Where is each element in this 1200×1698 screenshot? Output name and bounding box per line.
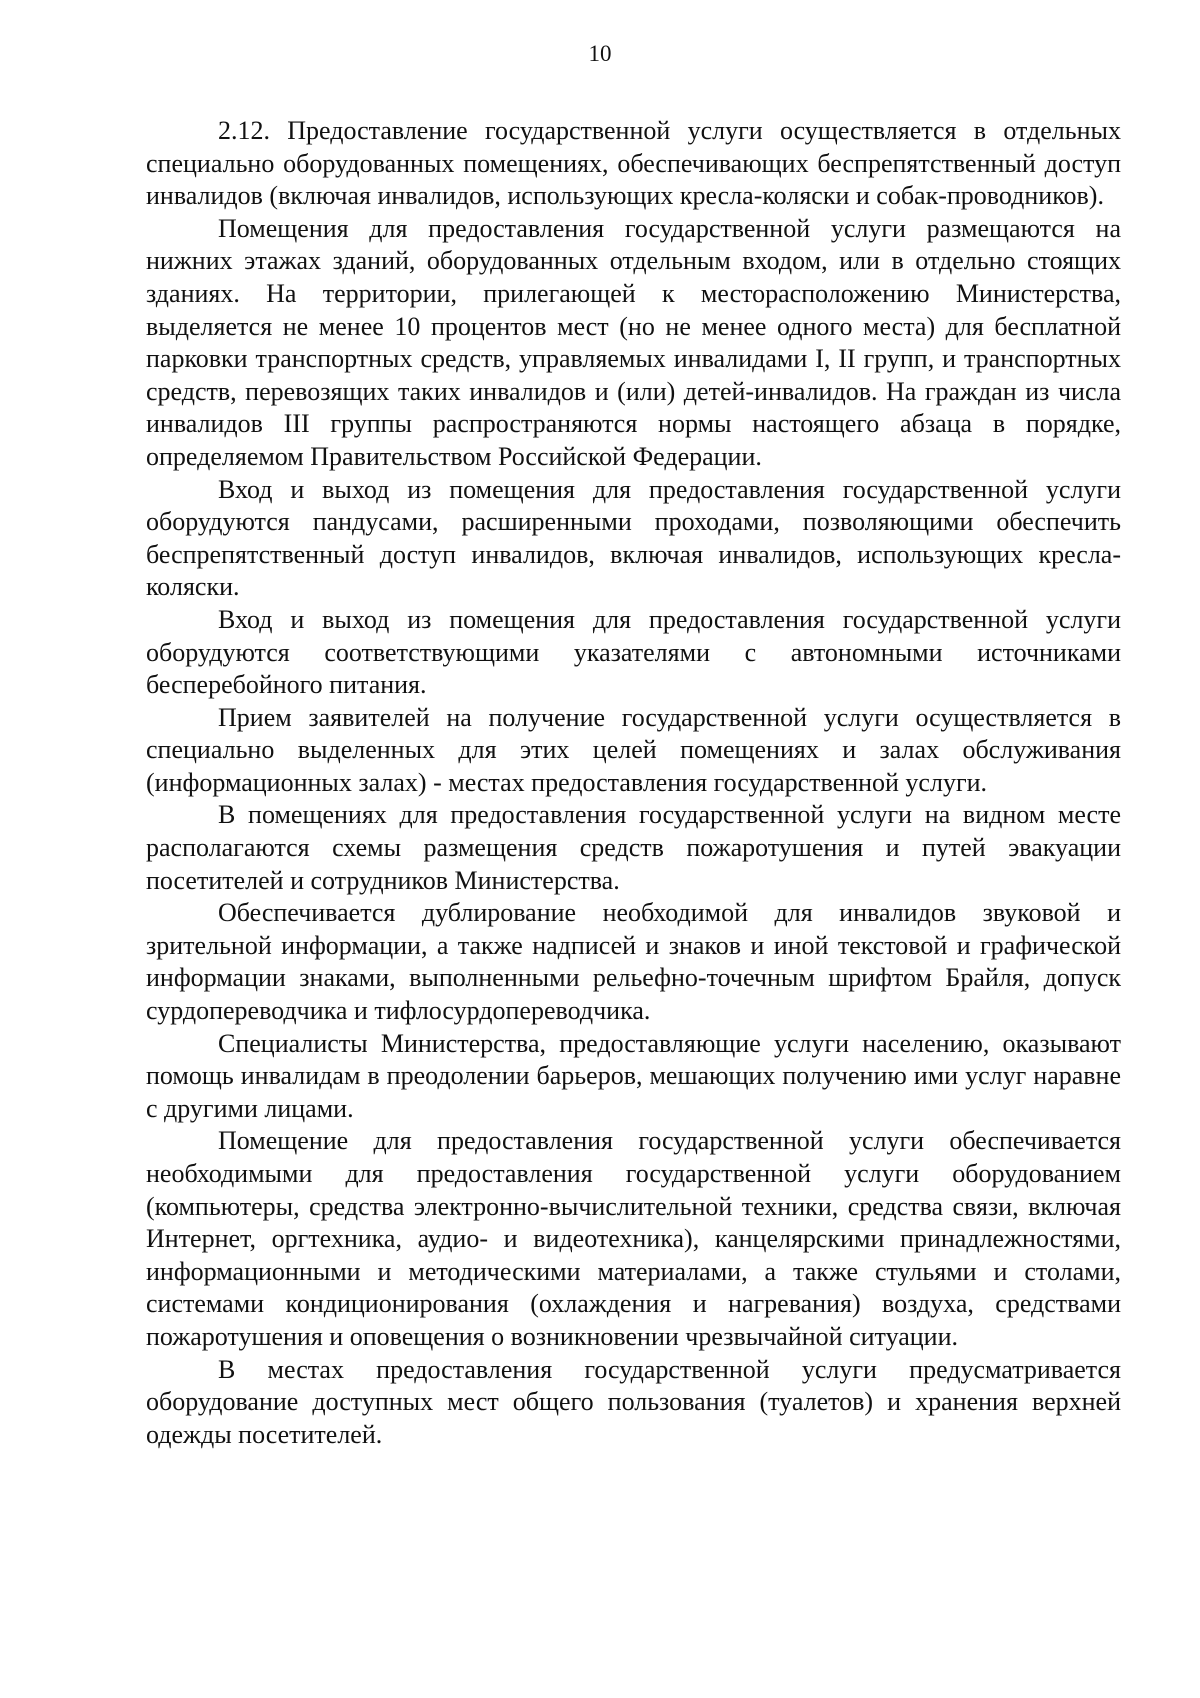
paragraph-specialists-assistance: Специалисты Министерства, предоставляющие услуги населению, оказывают помощь инвалидам в преодолении барьеров, мешающих получению ими услуг наравне с другими лицами.: [146, 1028, 1121, 1123]
document-body: [146, 115, 1121, 1451]
paragraph-entrance-ramps: Вход и выход из помещения для предоставления государственной услуги оборудуются пандусами, расширенными проходами, позволяющими обеспечить беспрепятственный доступ инвалидов, включая инвалидов, использующих кресла-коляски.: [146, 474, 1121, 602]
paragraph-information-duplication: Обеспечивается дублирование необходимой для инвалидов звуковой и зрительной информации, а также надписей и знаков и иной текстовой и графической информации знаками, выполненными рельефно-точечным шрифтом Брайля, допуск сурдопереводчика и тифлосурдопереводчика.: [146, 898, 1121, 1026]
paragraph-premises-location: Помещения для предоставления государственной услуги размещаются на нижних этажах зданий, оборудованных отдельным входом, или в отдельно стоящих зданиях. На территории, прилегающей к месторасположению Министерства, выделяется не менее 10 процентов мест (но не менее одного места) для бесплатной парковки транспортных средств, управляемых инвалидами I, II групп, и транспортных средств, перевозящих таких инвалидов и (или) детей-инвалидов. На граждан из числа инвалидов III группы распространяются нормы настоящего абзаца в порядке, определяемом Правительством Российской Федерации.: [146, 213, 1121, 471]
paragraph-entrance-signs: Вход и выход из помещения для предоставления государственной услуги оборудуются соответствующими указателями с автономными источниками бесперебойного питания.: [146, 604, 1121, 700]
paragraph-public-facilities: В местах предоставления государственной услуги предусматривается оборудование доступных мест общего пользования (туалетов) и хранения верхней одежды посетителей.: [146, 1354, 1121, 1449]
paragraph-2-12-intro: 2.12. Предоставление государственной услуги осуществляется в отдельных специально оборудованных помещениях, обеспечивающих беспрепятственный доступ инвалидов (включая инвалидов, использующих кресла-коляски и собак-проводников).: [146, 116, 1121, 211]
paragraph-reception-halls: Прием заявителей на получение государственной услуги осуществляется в специально выделенных для этих целей помещениях и залах обслуживания (информационных залах) - местах предоставления государственной услуги.: [146, 702, 1121, 797]
paragraph-evacuation-schemes: В помещениях для предоставления государственной услуги на видном месте располагаются схемы размещения средств пожаротушения и путей эвакуации посетителей и сотрудников Министерства.: [146, 800, 1121, 895]
page-number: 10: [588, 41, 612, 66]
paragraph-equipment: Помещение для предоставления государственной услуги обеспечивается необходимыми для предоставления государственной услуги оборудованием (компьютеры, средства электронно-вычислительной техники, средства связи, включая Интернет, оргтехника, аудио- и видеотехника), канцелярскими принадлежностями, информационными и методическими материалами, а также стульями и столами, системами кондиционирования (охлаждения и нагревания) воздуха, средствами пожаротушения и оповещения о возникновении чрезвычайной ситуации.: [146, 1126, 1121, 1351]
